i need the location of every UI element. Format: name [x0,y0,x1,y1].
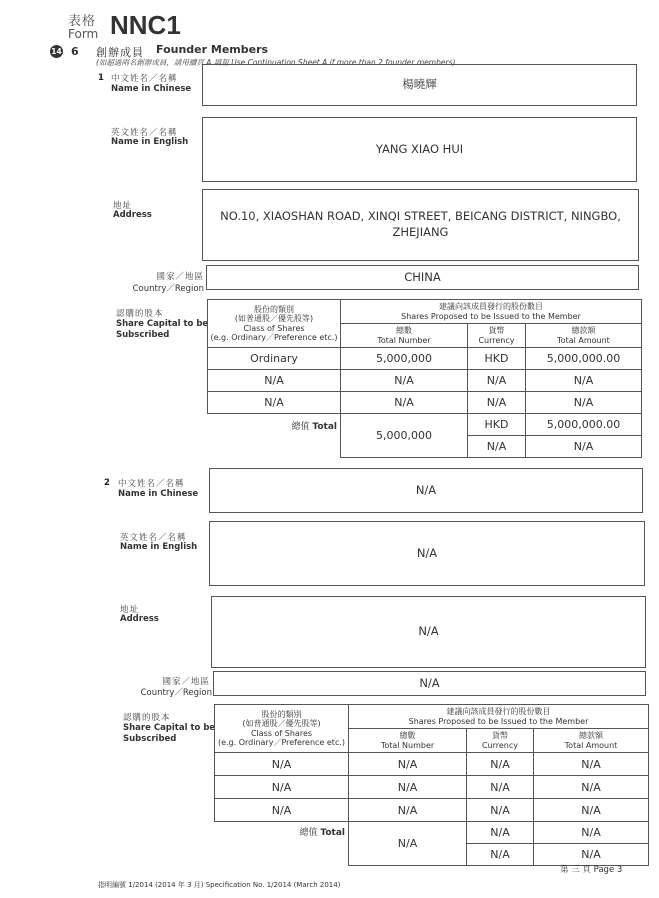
member-1-address-label-zh: 地址 [113,201,133,211]
table-row [208,392,642,414]
total-amount-cell[interactable]: N/A [534,844,649,866]
share-capital-en-line1: Share Capital to be [116,319,209,329]
total-amount-cell[interactable]: N/A [534,822,649,844]
page-number: 第 三 頁 Page 3 [560,865,623,875]
member-1-country-label-en: Country／Region [132,284,204,294]
form-code: NNC1 [110,10,181,40]
member-1-chinese-name-field[interactable]: 楊曉輝 [202,64,637,106]
total-amount-header: 總款額 Total Amount [526,324,642,348]
share-currency-cell[interactable]: N/A [467,799,534,822]
shares-proposed-header: 建議向該成員發行的股份數目 Shares Proposed to be Issued to the Member [349,705,649,729]
share-number-cell[interactable]: N/A [341,392,468,414]
share-currency-cell[interactable]: N/A [468,392,526,414]
member-2-english-name-label-en: Name in English [120,542,198,552]
table-row [208,370,642,392]
share-amount-cell[interactable]: 5,000,000.00 [526,348,642,370]
share-number-cell[interactable]: N/A [349,753,467,776]
share-number-cell[interactable]: N/A [349,799,467,822]
share-amount-cell[interactable]: N/A [534,776,649,799]
share-amount-cell[interactable]: N/A [534,799,649,822]
currency-header: 貨幣 Currency [468,324,526,348]
table-row [208,348,642,370]
member-1-english-name-label-zh: 英文姓名／名稱 [111,128,178,138]
member-2-country-field[interactable]: N/A [213,671,646,696]
member-2-chinese-name-label-zh: 中文姓名／名稱 [118,479,185,489]
form-label-en: Form [68,27,99,41]
member-2-address-label-zh: 地址 [120,605,140,615]
share-class-cell[interactable]: N/A [208,370,341,392]
member-1-number: 1 [98,73,104,83]
total-label: 總值 Total [299,828,345,838]
share-capital-en-line1: Share Capital to be [123,723,216,733]
share-amount-cell[interactable]: N/A [526,392,642,414]
table-row [215,753,649,776]
share-class-cell[interactable]: Ordinary [208,348,341,370]
share-amount-cell[interactable]: N/A [534,753,649,776]
member-1-share-capital-table [207,299,642,458]
member-1-share-capital-label-zh: 認購的股本 [116,309,164,319]
member-2-chinese-name-label-en: Name in Chinese [118,489,199,499]
total-amount-cell[interactable]: N/A [526,436,642,458]
table-row [215,799,649,822]
total-amount-header: 總款額 Total Amount [534,729,649,753]
member-2-country-label-zh: 國家／地區 [162,677,210,687]
share-currency-cell[interactable]: N/A [467,776,534,799]
total-number-header: 總數 Total Number [341,324,468,348]
member-2-chinese-name-field[interactable]: N/A [209,468,643,513]
member-2-address-field[interactable]: N/A [211,596,646,668]
section-title-zh: 創辦成員 [96,46,144,59]
member-1-chinese-name-label-en: Name in Chinese [111,84,192,94]
share-currency-cell[interactable]: N/A [467,753,534,776]
form-label-zh: 表格 [68,14,97,29]
share-class-cell[interactable]: N/A [215,753,349,776]
share-capital-en-line2: Subscribed [116,330,170,341]
share-number-cell[interactable]: N/A [341,370,468,392]
member-1-share-capital-label-en [116,319,208,341]
member-2-share-capital-table [214,704,649,866]
section-number: 6 [71,45,79,58]
currency-header: 貨幣 Currency [467,729,534,753]
member-2-english-name-field[interactable]: N/A [209,521,645,586]
member-2-country-label-en: Country／Region [140,688,212,698]
member-1-country-label-zh: 國家／地區 [156,272,204,282]
member-1-address-label-en: Address [113,210,152,220]
total-currency-cell[interactable]: N/A [467,844,534,866]
class-of-shares-header: 股份的類別 (如普通股／優先股等) Class of Shares (e.g. Ordinary／Preference etc.) [208,300,341,348]
table-row [215,776,649,799]
member-1-address-field[interactable]: NO.10, XIAOSHAN ROAD, XINQI STREET, BEICANG DISTRICT, NINGBO, ZHEJIANG [202,189,639,261]
section-badge: 14 [51,47,62,56]
member-1-chinese-name-label-zh: 中文姓名／名稱 [111,74,178,84]
total-number-header: 總數 Total Number [349,729,467,753]
total-number-cell[interactable]: 5,000,000 [341,414,468,458]
member-2-share-capital-label-en [123,723,215,745]
share-class-cell[interactable]: N/A [215,799,349,822]
total-number-cell[interactable]: N/A [349,822,467,866]
member-2-number: 2 [104,478,110,488]
member-2-share-capital-label-zh: 認購的股本 [123,713,171,723]
member-2-english-name-label-zh: 英文姓名／名稱 [120,533,187,543]
total-currency-cell[interactable]: N/A [467,822,534,844]
shares-proposed-header: 建議向該成員發行的股份數目 Shares Proposed to be Issued to the Member [341,300,642,324]
share-class-cell[interactable]: N/A [215,776,349,799]
share-amount-cell[interactable]: N/A [526,370,642,392]
total-currency-cell[interactable]: N/A [468,436,526,458]
share-currency-cell[interactable]: HKD [468,348,526,370]
share-number-cell[interactable]: N/A [349,776,467,799]
share-class-cell[interactable]: N/A [208,392,341,414]
member-1-english-name-label-en: Name in English [111,137,189,147]
section-note: (如超過兩名創辦成員，請用續頁 A 填報 Use Continuation Sheet A if more than 2 founder members) [96,58,456,67]
member-1-english-name-field[interactable]: YANG XIAO HUI [202,117,637,182]
class-of-shares-header: 股份的類別 (如普通股／優先股等) Class of Shares (e.g. Ordinary／Preference etc.) [215,705,349,753]
member-1-country-field[interactable]: CHINA [206,265,639,290]
share-capital-en-line2: Subscribed [123,734,177,745]
total-amount-cell[interactable]: 5,000,000.00 [526,414,642,436]
member-2-address-label-en: Address [120,614,159,624]
section-title-en: Founder Members [156,43,269,56]
share-number-cell[interactable]: 5,000,000 [341,348,468,370]
total-label: 總值 Total [291,422,337,432]
share-currency-cell[interactable]: N/A [468,370,526,392]
specification-note: 指明編號 1/2014 (2014 年 3 月) Specification No. 1/2014 (March 2014) [98,881,341,889]
total-currency-cell[interactable]: HKD [468,414,526,436]
